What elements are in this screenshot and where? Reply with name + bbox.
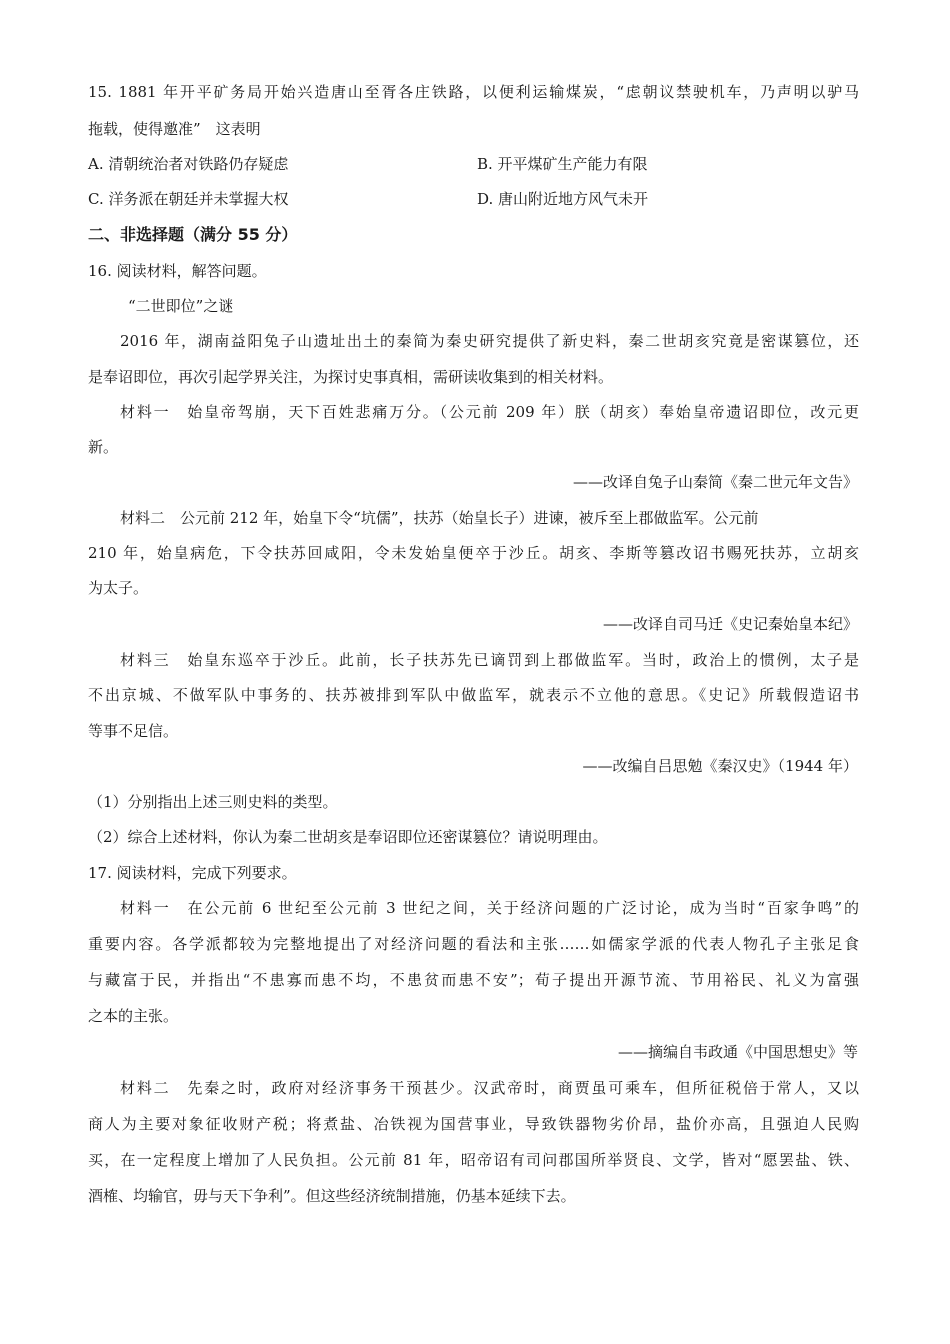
q15-stem-line-2: 拖载，使得邀准” 这表明 xyxy=(88,120,261,138)
q17-material-2-line-4: 酒榷、均输官，毋与天下争利”。但这些经济统制措施，仍基本延续下去。 xyxy=(88,1187,576,1205)
q17-material-2-line-3: 买，在一定程度上增加了人民负担。公元前 81 年，昭帝诏有司问郡国所举贤良、文学，皆对“愿罢盐、铁、 xyxy=(88,1151,859,1169)
q17-material-1-line-4: 之本的主张。 xyxy=(88,1007,179,1025)
q16-material-3-source: ——改编自吕思勉《秦汉史》（1944 年） xyxy=(582,757,858,775)
q16-material-2-source: ——改译自司马迁《史记秦始皇本纪》 xyxy=(602,615,858,633)
q15-option-b: B. 开平煤矿生产能力有限 xyxy=(477,155,648,173)
q16-material-1-line-1: 材料一 始皇帝驾崩，天下百姓悲痛万分。（公元前 209 年）朕（胡亥）奉始皇帝遗诏即位，改元更 xyxy=(120,403,859,421)
q17-material-1-line-2: 重要内容。各学派都较为完整地提出了对经济问题的看法和主张……如儒家学派的代表人物孔子主张足食 xyxy=(88,935,859,953)
q16-material-3-line-2: 不出京城、不做军队中事务的、扶苏被排到军队中做监军，就表示不立他的意思。《史记》所载假造诏书 xyxy=(88,686,859,704)
q15-option-d: D. 唐山附近地方风气未开 xyxy=(477,190,649,208)
q16-intro-line-1: 2016 年，湖南益阳兔子山遗址出土的秦简为秦史研究提供了新史料，秦二世胡亥究竟是密谋篡位，还 xyxy=(120,332,859,350)
q17-material-1-line-1: 材料一 在公元前 6 世纪至公元前 3 世纪之间，关于经济问题的广泛讨论，成为当时“百家争鸣”的 xyxy=(120,899,859,917)
q16-subtitle: “二世即位”之谜 xyxy=(128,297,234,315)
q17-material-2-line-2: 商人为主要对象征收财产税；将煮盐、冶铁视为国营事业，导致铁器物劣价昂，盐价亦高，且强迫人民购 xyxy=(88,1115,859,1133)
q17-material-2-line-1: 材料二 先秦之时，政府对经济事务干预甚少。汉武帝时，商贾虽可乘车，但所征税倍于常人，又以 xyxy=(120,1079,859,1097)
q15-stem-line-1: 15. 1881 年开平矿务局开始兴造唐山至胥各庄铁路，以便利运输煤炭，“虑朝议禁驶机车，乃声明以驴马 xyxy=(88,83,859,101)
q16-material-3-line-3: 等事不足信。 xyxy=(88,722,179,740)
q17-material-1-line-3: 与藏富于民，并指出“不患寡而患不均，不患贫而患不安”；荀子提出开源节流、节用裕民、礼义为富强 xyxy=(88,971,859,989)
q17-material-1-source: ——摘编自韦政通《中国思想史》等 xyxy=(617,1043,858,1061)
q17-stem: 17. 阅读材料，完成下列要求。 xyxy=(88,864,297,882)
q16-material-2-line-2: 210 年，始皇病危，下令扶苏回咸阳，令未发始皇便卒于沙丘。胡亥、李斯等篡改诏书赐死扶苏，立胡亥 xyxy=(88,544,859,562)
q15-option-a: A. 清朝统治者对铁路仍存疑虑 xyxy=(88,155,289,173)
q16-material-2-line-3: 为太子。 xyxy=(88,579,149,597)
q16-material-2-line-1: 材料二 公元前 212 年，始皇下令“坑儒”，扶苏（始皇长子）进谏，被斥至上郡做监军。公元前 xyxy=(120,509,759,527)
q16-material-1-line-2: 新。 xyxy=(88,438,119,456)
q16-material-1-source: ——改译自兔子山秦简《秦二世元年文告》 xyxy=(572,473,858,491)
q16-material-3-line-1: 材料三 始皇东巡卒于沙丘。此前，长子扶苏先已谪罚到上郡做监军。当时，政治上的惯例，太子是 xyxy=(120,651,859,669)
q16-question-2: （2）综合上述材料，你认为秦二世胡亥是奉诏即位还密谋篡位？请说明理由。 xyxy=(88,828,608,846)
section-2-heading: 二、非选择题（满分 55 分） xyxy=(88,225,298,244)
q15-option-c: C. 洋务派在朝廷并未掌握大权 xyxy=(88,190,289,208)
q16-stem: 16. 阅读材料，解答问题。 xyxy=(88,262,267,280)
q16-question-1: （1）分别指出上述三则史料的类型。 xyxy=(88,793,338,811)
q16-intro-line-2: 是奉诏即位，再次引起学界关注，为探讨史事真相，需研读收集到的相关材料。 xyxy=(88,368,614,386)
